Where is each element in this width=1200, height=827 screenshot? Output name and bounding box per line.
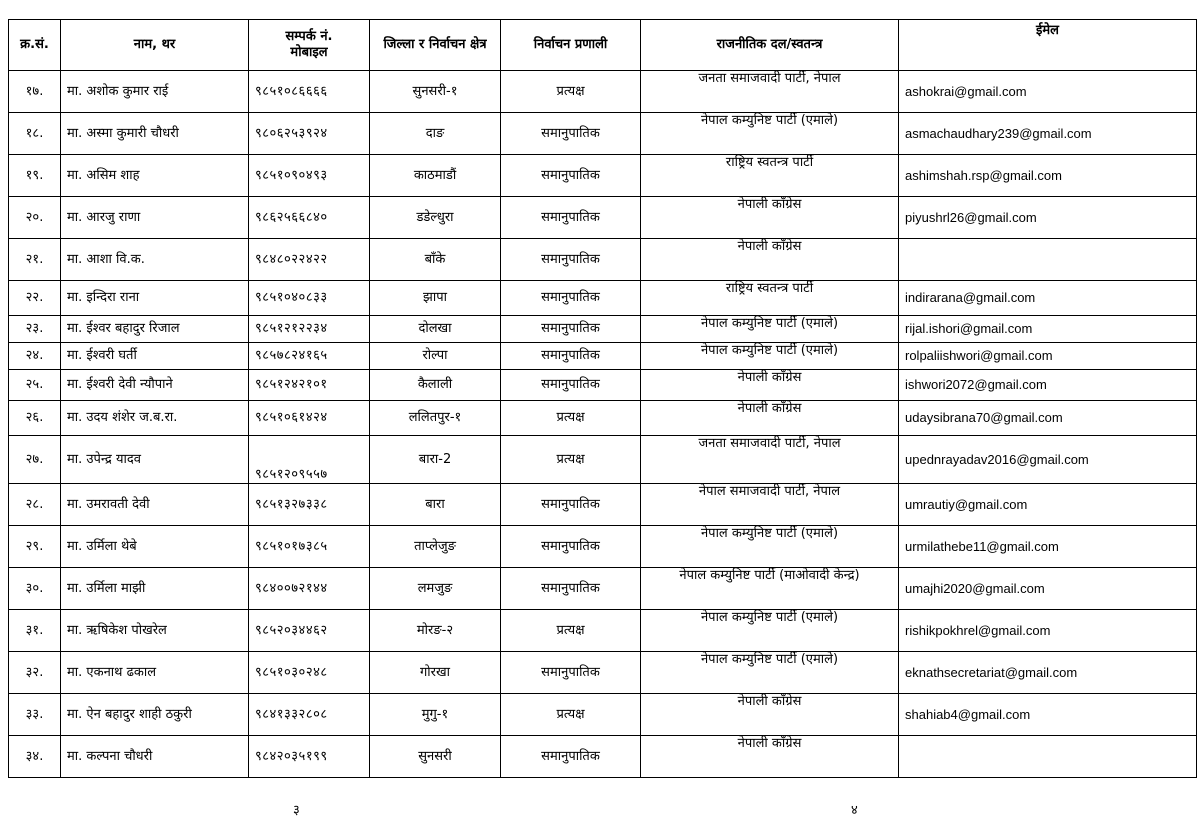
name-cell: मा. ऋषिकेश पोखरेल <box>61 610 249 652</box>
serial-number-cell: २५. <box>9 370 61 401</box>
election-system-cell: समानुपातिक <box>501 370 641 401</box>
table-row <box>9 370 1197 401</box>
party-cell: नेपाली काँग्रेस <box>641 370 899 401</box>
table-row <box>9 652 1197 694</box>
party-cell: जनता समाजवादी पार्टी, नेपाल <box>641 436 899 484</box>
district-cell: लमजुङ <box>370 568 501 610</box>
email-cell: rishikpokhrel@gmail.com <box>899 610 1197 652</box>
party-cell: नेपाल कम्युनिष्ट पार्टी (एमाले) <box>641 113 899 155</box>
members-table <box>8 19 1197 778</box>
table-row <box>9 155 1197 197</box>
email-cell: shahiab4@gmail.com <box>899 694 1197 736</box>
district-cell: काठमाडौं <box>370 155 501 197</box>
serial-number-cell: १७. <box>9 71 61 113</box>
name-cell: मा. उदय शंशेर ज.ब.रा. <box>61 401 249 436</box>
serial-number-cell: २१. <box>9 239 61 281</box>
district-cell: गोरखा <box>370 652 501 694</box>
election-system-cell: प्रत्यक्ष <box>501 436 641 484</box>
phone-cell: ९८५१२४२१०१ <box>249 370 370 401</box>
party-cell: राष्ट्रिय स्वतन्त्र पार्टी <box>641 281 899 316</box>
table-row <box>9 316 1197 343</box>
election-system-cell: समानुपातिक <box>501 484 641 526</box>
name-cell: मा. ऐन बहादुर शाही ठकुरी <box>61 694 249 736</box>
name-cell: मा. आशा वि.क. <box>61 239 249 281</box>
district-cell: रोल्पा <box>370 343 501 370</box>
serial-number-cell: २६. <box>9 401 61 436</box>
party-cell: नेपाल कम्युनिष्ट पार्टी (एमाले) <box>641 610 899 652</box>
header-district: जिल्ला र निर्वाचन क्षेत्र <box>370 20 501 71</box>
name-cell: मा. उर्मिला थेबे <box>61 526 249 568</box>
serial-number-cell: २४. <box>9 343 61 370</box>
district-cell: बाँके <box>370 239 501 281</box>
phone-cell: ९८४१३३२८०८ <box>249 694 370 736</box>
name-cell: मा. एकनाथ ढकाल <box>61 652 249 694</box>
header-party: राजनीतिक दल/स्वतन्त्र <box>641 20 899 71</box>
email-cell: ishwori2072@gmail.com <box>899 370 1197 401</box>
email-cell: upednrayadav2016@gmail.com <box>899 436 1197 484</box>
table-row <box>9 610 1197 652</box>
header-system: निर्वाचन प्रणाली <box>501 20 641 71</box>
election-system-cell: समानुपातिक <box>501 197 641 239</box>
name-cell: मा. उपेन्द्र यादव <box>61 436 249 484</box>
email-cell: ashokrai@gmail.com <box>899 71 1197 113</box>
district-cell: सुनसरी-१ <box>370 71 501 113</box>
phone-cell: ९८५२०३४४६२ <box>249 610 370 652</box>
serial-number-cell: ३२. <box>9 652 61 694</box>
serial-number-cell: २२. <box>9 281 61 316</box>
header-email: ईमेल <box>899 20 1197 71</box>
district-cell: ताप्लेजुङ <box>370 526 501 568</box>
table-row <box>9 484 1197 526</box>
name-cell: मा. ईश्वरी घर्ती <box>61 343 249 370</box>
email-cell: urmilathebe11@gmail.com <box>899 526 1197 568</box>
party-cell: नेपाली काँग्रेस <box>641 401 899 436</box>
email-cell: umrautiy@gmail.com <box>899 484 1197 526</box>
serial-number-cell: २७. <box>9 436 61 484</box>
table-row <box>9 568 1197 610</box>
party-cell: जनता समाजवादी पार्टी, नेपाल <box>641 71 899 113</box>
table-row <box>9 281 1197 316</box>
district-cell: मुगु-१ <box>370 694 501 736</box>
election-system-cell: समानुपातिक <box>501 113 641 155</box>
phone-cell: ९८५१२०९५५७ <box>249 436 370 484</box>
name-cell: मा. उमरावती देवी <box>61 484 249 526</box>
page-number-right: ४ <box>851 803 858 818</box>
header-sn: क्र.सं. <box>9 20 61 71</box>
phone-cell: ९८५१०४०८३३ <box>249 281 370 316</box>
party-cell: नेपाली काँग्रेस <box>641 239 899 281</box>
party-cell: नेपाली काँग्रेस <box>641 694 899 736</box>
phone-cell: ९८५१२१२२३४ <box>249 316 370 343</box>
members-table-body <box>9 71 1197 778</box>
election-system-cell: समानुपातिक <box>501 316 641 343</box>
name-cell: मा. असिम शाह <box>61 155 249 197</box>
party-cell: नेपाल कम्युनिष्ट पार्टी (एमाले) <box>641 526 899 568</box>
district-cell: बारा <box>370 484 501 526</box>
phone-cell: ९८५१०९०४९३ <box>249 155 370 197</box>
header-phone-line1: सम्पर्क नं. <box>285 29 333 44</box>
serial-number-cell: ३१. <box>9 610 61 652</box>
email-cell: rijal.ishori@gmail.com <box>899 316 1197 343</box>
district-cell: मोरङ-२ <box>370 610 501 652</box>
phone-cell: ९८५१०३०२४८ <box>249 652 370 694</box>
email-cell: umajhi2020@gmail.com <box>899 568 1197 610</box>
election-system-cell: समानुपातिक <box>501 281 641 316</box>
election-system-cell: समानुपातिक <box>501 239 641 281</box>
serial-number-cell: १९. <box>9 155 61 197</box>
header-name: नाम, थर <box>61 20 249 71</box>
party-cell: नेपाल समाजवादी पार्टी, नेपाल <box>641 484 899 526</box>
phone-cell: ९८०६२५३९२४ <box>249 113 370 155</box>
serial-number-cell: २८. <box>9 484 61 526</box>
table-row <box>9 71 1197 113</box>
serial-number-cell: २९. <box>9 526 61 568</box>
serial-number-cell: २०. <box>9 197 61 239</box>
party-cell: नेपाली काँग्रेस <box>641 197 899 239</box>
election-system-cell: समानुपातिक <box>501 736 641 778</box>
phone-cell: ९८५१३२७३३८ <box>249 484 370 526</box>
district-cell: सुनसरी <box>370 736 501 778</box>
election-system-cell: प्रत्यक्ष <box>501 401 641 436</box>
phone-cell: ९८५१०६१४२४ <box>249 401 370 436</box>
table-row <box>9 239 1197 281</box>
name-cell: मा. उर्मिला माझी <box>61 568 249 610</box>
district-cell: ललितपुर-१ <box>370 401 501 436</box>
district-cell: दाङ <box>370 113 501 155</box>
phone-cell: ९८६२५६६८४० <box>249 197 370 239</box>
party-cell: राष्ट्रिय स्वतन्त्र पार्टी <box>641 155 899 197</box>
serial-number-cell: ३०. <box>9 568 61 610</box>
serial-number-cell: २३. <box>9 316 61 343</box>
party-cell: नेपाल कम्युनिष्ट पार्टी (एमाले) <box>641 652 899 694</box>
district-cell: दोलखा <box>370 316 501 343</box>
phone-cell: ९८५१०१७३८५ <box>249 526 370 568</box>
email-cell: asmachaudhary239@gmail.com <box>899 113 1197 155</box>
email-cell: rolpaliishwori@gmail.com <box>899 343 1197 370</box>
phone-cell: ९८४००७२१४४ <box>249 568 370 610</box>
header-phone-line2: मोबाइल <box>290 45 328 60</box>
page-number-left: ३ <box>293 803 300 818</box>
name-cell: मा. ईश्वरी देवी न्यौपाने <box>61 370 249 401</box>
election-system-cell: समानुपातिक <box>501 652 641 694</box>
party-cell: नेपाल कम्युनिष्ट पार्टी (एमाले) <box>641 316 899 343</box>
header-row <box>9 20 1197 71</box>
district-cell: डडेल्धुरा <box>370 197 501 239</box>
district-cell: बारा-2 <box>370 436 501 484</box>
party-cell: नेपाल कम्युनिष्ट पार्टी (एमाले) <box>641 343 899 370</box>
phone-cell: ९८५१०८६६६६ <box>249 71 370 113</box>
election-system-cell: समानुपातिक <box>501 568 641 610</box>
email-cell: ashimshah.rsp@gmail.com <box>899 155 1197 197</box>
district-cell: कैलाली <box>370 370 501 401</box>
email-cell: indirarana@gmail.com <box>899 281 1197 316</box>
election-system-cell: समानुपातिक <box>501 343 641 370</box>
name-cell: मा. अस्मा कुमारी चौधरी <box>61 113 249 155</box>
election-system-cell: समानुपातिक <box>501 155 641 197</box>
phone-cell: ९८४८०२२४२२ <box>249 239 370 281</box>
serial-number-cell: १८. <box>9 113 61 155</box>
name-cell: मा. इन्दिरा राना <box>61 281 249 316</box>
election-system-cell: प्रत्यक्ष <box>501 694 641 736</box>
phone-cell: ९८४२०३५१९९ <box>249 736 370 778</box>
party-cell: नेपाल कम्युनिष्ट पार्टी (माओवादी केन्द्र) <box>641 568 899 610</box>
name-cell: मा. कल्पना चौधरी <box>61 736 249 778</box>
table-row <box>9 343 1197 370</box>
table-row <box>9 736 1197 778</box>
email-cell: udaysibrana70@gmail.com <box>899 401 1197 436</box>
phone-cell: ९८५७८२४१६५ <box>249 343 370 370</box>
name-cell: मा. अशोक कुमार राई <box>61 71 249 113</box>
election-system-cell: प्रत्यक्ष <box>501 610 641 652</box>
serial-number-cell: ३४. <box>9 736 61 778</box>
email-cell: piyushrl26@gmail.com <box>899 197 1197 239</box>
email-cell <box>899 736 1197 778</box>
table-row <box>9 113 1197 155</box>
table-row <box>9 526 1197 568</box>
serial-number-cell: ३३. <box>9 694 61 736</box>
table-row <box>9 436 1197 484</box>
election-system-cell: समानुपातिक <box>501 526 641 568</box>
header-phone <box>249 20 370 71</box>
email-cell: eknathsecretariat@gmail.com <box>899 652 1197 694</box>
name-cell: मा. ईश्वर बहादुर रिजाल <box>61 316 249 343</box>
name-cell: मा. आरजु राणा <box>61 197 249 239</box>
table-row <box>9 197 1197 239</box>
election-system-cell: प्रत्यक्ष <box>501 71 641 113</box>
table-row <box>9 401 1197 436</box>
district-cell: झापा <box>370 281 501 316</box>
table-row <box>9 694 1197 736</box>
email-cell <box>899 239 1197 281</box>
party-cell: नेपाली काँग्रेस <box>641 736 899 778</box>
